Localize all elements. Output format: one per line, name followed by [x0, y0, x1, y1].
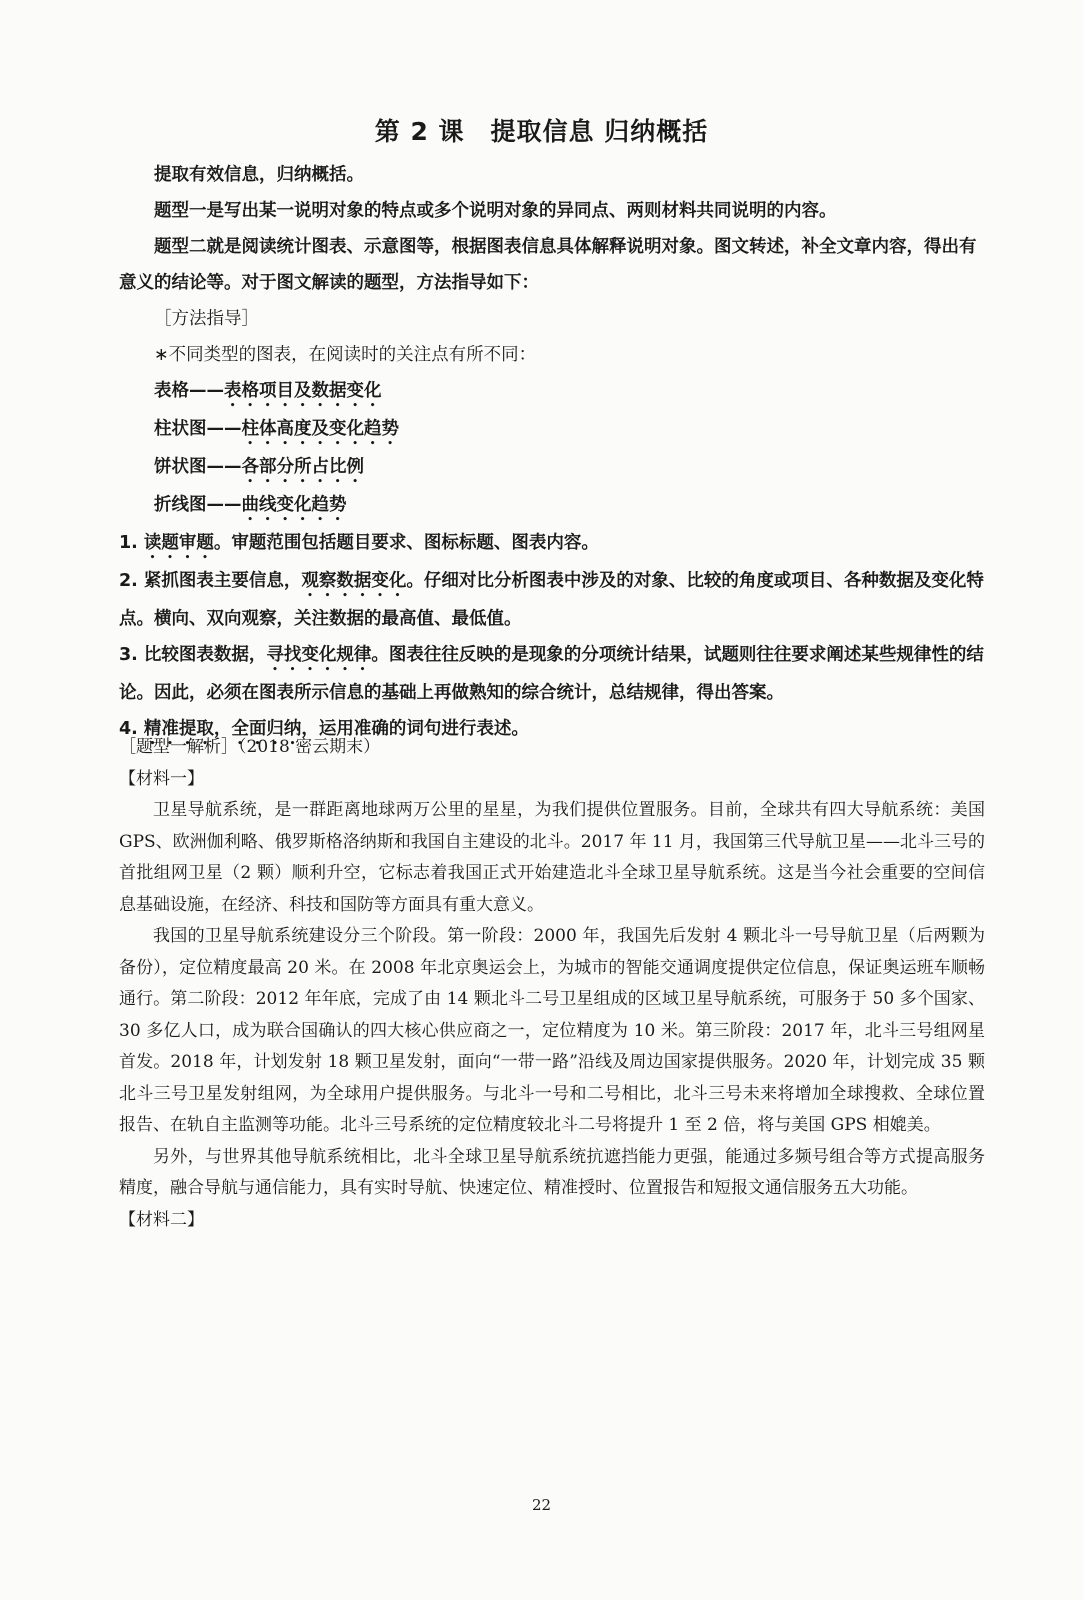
lesson-title: [0, 112, 1083, 148]
chart-type-name: 表格——: [154, 381, 224, 401]
material-one-label: 【材料一】: [119, 768, 204, 789]
chart-type-item: [119, 411, 985, 449]
page-number: 22: [531, 1496, 552, 1514]
step-number: 1.: [119, 533, 144, 553]
material-paragraph: 卫星导航系统，是一群距离地球两万公里的星星，为我们提供位置服务。目前，全球共有四大导航系统：美国 GPS、欧洲伽利略、俄罗斯格洛纳斯和我国自主建设的北斗。2017 年 11 月，我国第三代导航卫星——北斗三号的首批组网卫星（2 颗）顺利升空，它标志着我国正式开始建造北斗全球卫星导航系统。这是当今社会重要的空间信息基础设施，在经济、科技和国防等方面具有重大意义。: [119, 800, 985, 915]
step-key: 观察数据变化: [301, 571, 407, 591]
step-key: 读题审题: [143, 533, 214, 553]
chart-type-focus: 表格项目及数据变化: [224, 381, 382, 401]
chart-type-focus: 各部分所占比例: [241, 457, 364, 477]
step-number: 4.: [119, 719, 144, 739]
step-text: 紧抓图表主要信息，: [143, 571, 302, 591]
intro-line: 题型二就是阅读统计图表、示意图等，根据图表信息具体解释说明对象。图文转述，补全文章内容，得出有意义的结论等。对于图文解读的题型，方法指导如下：: [119, 237, 977, 293]
chart-type-item: [119, 487, 985, 525]
intro-line: 题型一是写出某一说明对象的特点或多个说明对象的异同点、两则材料共同说明的内容。: [154, 201, 837, 221]
chart-type-focus: 曲线变化趋势: [241, 495, 347, 515]
step-text: 。图表往往反映的是现象的分项统计结果，试题则往往要求阐述某些规律性的结论。因此，必须在图表所示信息的基础上再做熟知的综合统计，总结规律，得出答案。: [119, 645, 984, 703]
analysis-section: [119, 732, 985, 1236]
chart-type-item: [119, 373, 985, 411]
analysis-heading: ［题型一解析］（2018 密云期末）: [119, 737, 381, 757]
material-paragraph: 另外，与世界其他导航系统相比，北斗全球卫星导航系统抗遮挡能力更强，能通过多频号组合等方式提高服务精度，融合导航与通信能力，具有实时导航、快速定位、精准授时、位置报告和短报文通信服务五大功能。: [119, 1146, 985, 1198]
chart-type-name: 饼状图——: [154, 457, 242, 477]
chart-type-focus: 柱体高度及变化趋势: [241, 419, 399, 439]
method-heading: ［方法指导］: [154, 309, 259, 329]
step-text: 比较图表数据，: [143, 645, 267, 665]
step-key: 全面归纳: [231, 719, 302, 739]
lesson-number: 第 2 课: [374, 117, 465, 146]
step-number: 2.: [119, 571, 144, 591]
material-two-label: 【材料二】: [119, 1209, 204, 1230]
step-item: [119, 525, 985, 563]
step-key: 精准提取: [143, 719, 214, 739]
method-note: ∗不同类型的图表，在阅读时的关注点有所不同：: [154, 345, 537, 365]
chart-type-name: 柱状图——: [154, 419, 242, 439]
step-key: 寻找变化规律: [266, 645, 372, 665]
lesson-topic: 提取信息 归纳概括: [490, 117, 709, 146]
step-text: 。审题范围包括题目要求、图标标题、图表内容。: [213, 533, 599, 553]
step-item: [119, 563, 985, 637]
chart-type-item: [119, 449, 985, 487]
material-paragraph: 我国的卫星导航系统建设分三个阶段。第一阶段：2000 年，我国先后发射 4 颗北斗一号导航卫星（后两颗为备份），定位精度最高 20 米。在 2008 年北京奥运会上，为城市的智能交通调度提供定位信息，保证奥运班车顺畅通行。第二阶段：2012 年年底，完成了由 14 颗北斗二号卫星组成的区域卫星导航系统，可服务于 50 多个国家、30 多亿人口，成为联合国确认的四大核心供应商之一，定位精度为 10 米。第三阶段：2017 年，北斗三号组网星首发。2018 年，计划发射 18 颗卫星发射，面向“一带一路”沿线及周边国家提供服务。2020 年，计划完成 35 颗北斗三号卫星发射组网，为全球用户提供服务。与北斗一号和二号相比，北斗三号未来将增加全球搜救、全球位置报告、在轨自主监测等功能。北斗三号系统的定位精度较北斗二号将提升 1 至 2 倍，将与美国 GPS 相媲美。: [119, 926, 985, 1135]
step-text: ，运用准确的词句进行表述。: [301, 719, 529, 739]
step-number: 3.: [119, 645, 144, 665]
chart-type-name: 折线图——: [154, 495, 242, 515]
intro-section: [119, 157, 985, 749]
step-text: ，: [213, 719, 232, 739]
step-item: [119, 637, 985, 711]
step-text: 。仔细对比分析图表中涉及的对象、比较的角度或项目、各种数据及变化特点。横向、双向观察，关注数据的最高值、最低值。: [119, 571, 984, 629]
intro-line: 提取有效信息，归纳概括。: [154, 165, 364, 185]
